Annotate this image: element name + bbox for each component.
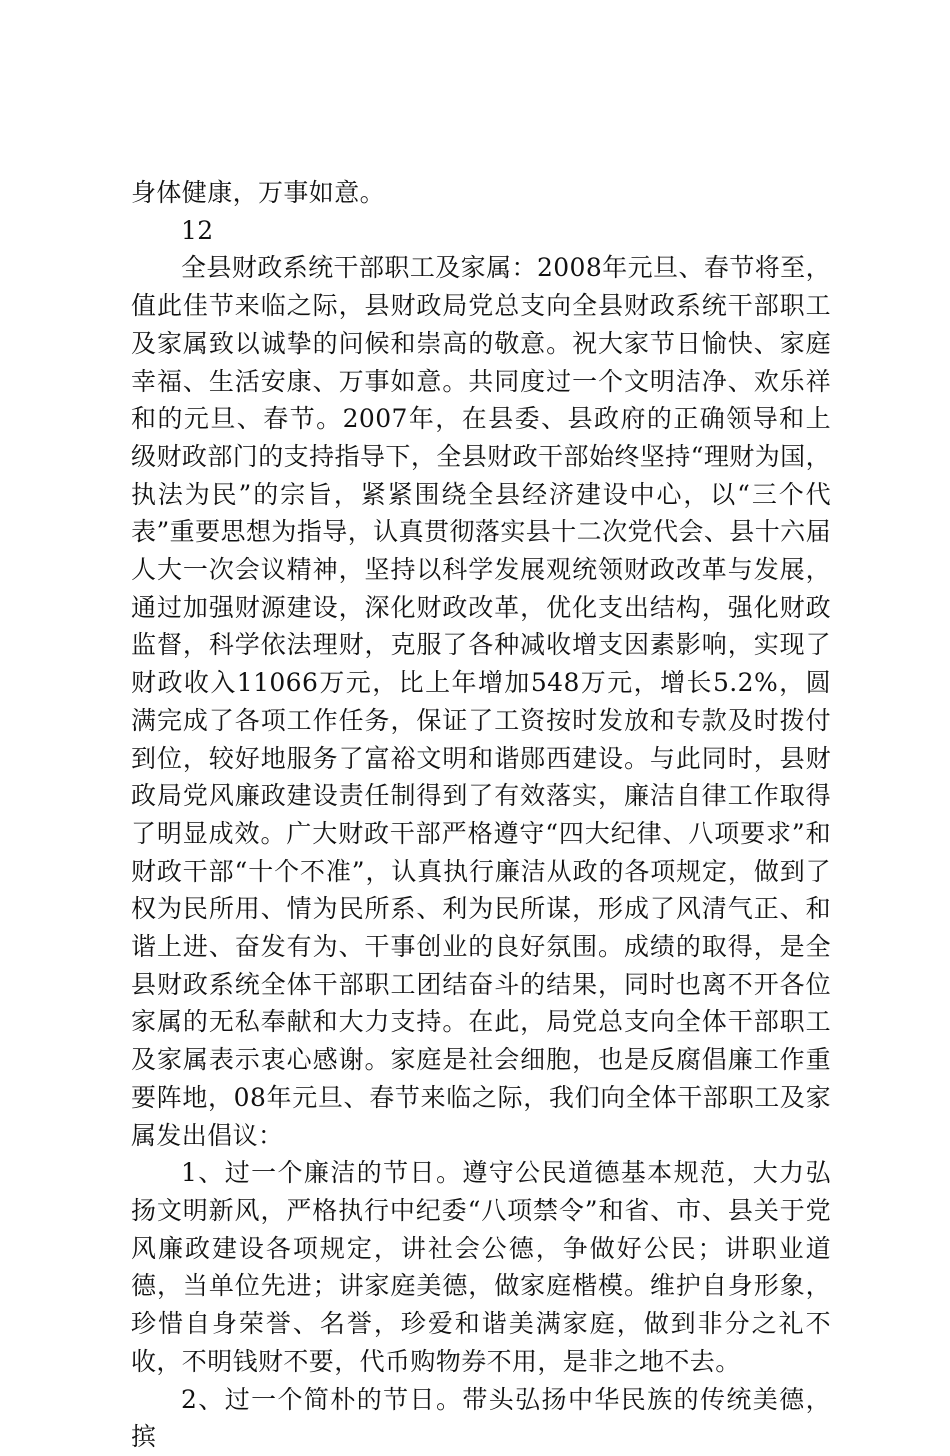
paragraph-main-letter: 全县财政系统干部职工及家属：2008年元旦、春节将至，值此佳节来临之际，县财政局党总支向全县财政系统干部职工及家属致以诚挚的问候和崇高的敬意。祝大家节日愉快、家庭幸福、生活安康、万事如意。共同度过一个文明洁净、欢乐祥和的元旦、春节。2007年，在县委、县政府的正确领导和上级财政部门的支持指导下，全县财政干部始终坚持“理财为国，执法为民”的宗旨，紧紧围绕全县经济建设中心，以“三个代表”重要思想为指导，认真贯彻落实县十二次党代会、县十六届人大一次会议精神，坚持以科学发展观统领财政改革与发展，通过加强财源建设，深化财政改革，优化支出结构，强化财政监督，科学依法理财，克服了各种减收增支因素影响，实现了财政收入11066万元，比上年增加548万元，增长5.2%，圆满完成了各项工作任务，保证了工资按时发放和专款及时拨付到位，较好地服务了富裕文明和谐郧西建设。与此同时，县财政局党风廉政建设责任制得到了有效落实，廉洁自律工作取得了明显成效。广大财政干部严格遵守“四大纪律、八项要求”和财政干部“十个不准”，认真执行廉洁从政的各项规定，做到了权为民所用、情为民所系、利为民所谋，形成了风清气正、和谐上进、奋发有为、干事创业的良好氛围。成绩的取得，是全县财政系统全体干部职工团结奋斗的结果，同时也离不开各位家属的无私奉献和大力支持。在此，局党总支向全体干部职工及家属表示衷心感谢。家庭是社会细胞，也是反腐倡廉工作重要阵地，08年元旦、春节来临之际，我们向全体干部职工及家属发出倡议： (131, 253, 831, 1150)
paragraph-closing-line: 身体健康，万事如意。 (131, 178, 386, 207)
paragraph-proposal-2: 2、过一个简朴的节日。带头弘扬中华民族的传统美德，摈 (131, 1384, 831, 1452)
paragraph-number: 12 (181, 215, 214, 245)
document-body (131, 174, 831, 1456)
paragraph-proposal-1: 1、过一个廉洁的节日。遵守公民道德基本规范，大力弘扬文明新风，严格执行中纪委“八项禁令”和省、市、县关于党风廉政建设各项规定，讲社会公德，争做好公民；讲职业道德，当单位先进；讲家庭美德，做家庭楷模。维护自身形象，珍惜自身荣誉、名誉，珍爱和谐美满家庭，做到非分之礼不收，不明钱财不要，代币购物券不用，是非之地不去。 (131, 1158, 831, 1376)
